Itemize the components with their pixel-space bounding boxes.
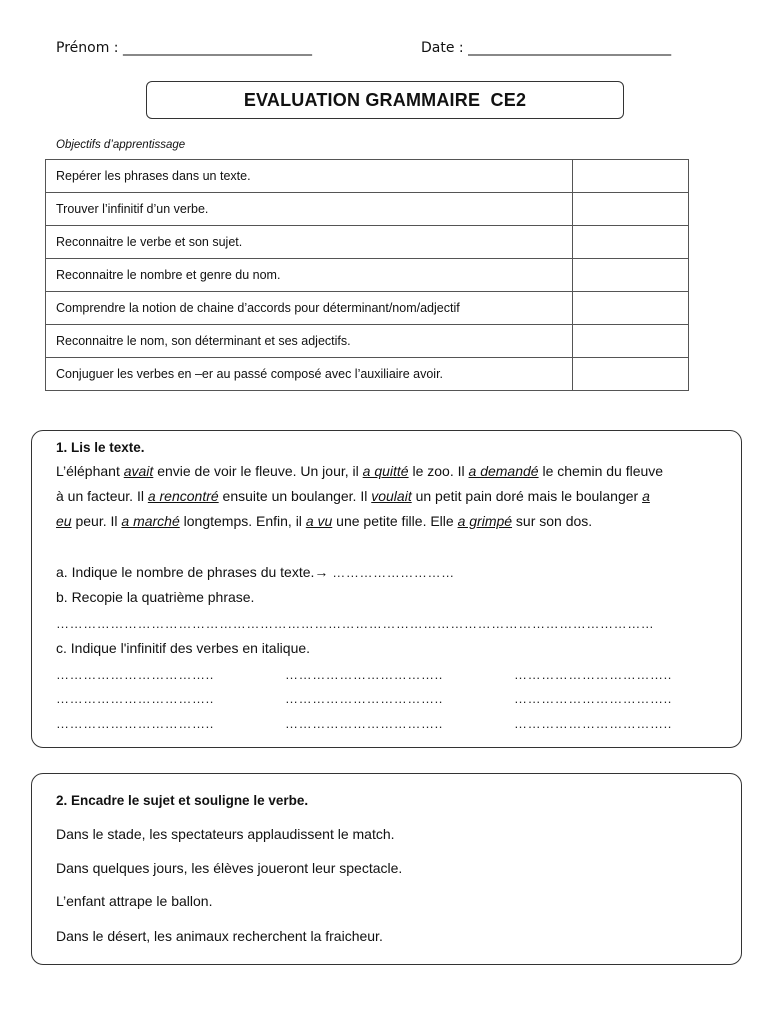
objective-label: Comprendre la notion de chaine d’accords pour déterminant/nom/adjectif	[46, 292, 573, 325]
objective-row	[46, 292, 689, 325]
question-a-text: a. Indique le nombre de phrases du texte.	[56, 564, 315, 580]
objective-label: Reconnaitre le nombre et genre du nom.	[46, 259, 573, 292]
italic-verb: a quitté	[362, 463, 409, 479]
infinitive-answer-blank[interactable]: ……………………………..	[514, 691, 673, 706]
objective-row	[46, 193, 689, 226]
infinitive-answer-blank[interactable]: ……………………………..	[56, 716, 215, 731]
text-segment: une petite fille. Elle	[332, 513, 458, 529]
italic-verb: eu	[56, 513, 72, 529]
text-segment: le chemin du fleuve	[538, 463, 664, 479]
text-segment: longtemps. Enfin, il	[179, 513, 306, 529]
objective-label: Conjuguer les verbes en –er au passé composé avec l’auxiliaire avoir.	[46, 358, 573, 391]
italic-verb: a marché	[121, 513, 180, 529]
infinitive-answer-blank[interactable]: ……………………………..	[285, 691, 444, 706]
italic-verb: a rencontré	[147, 488, 219, 504]
italic-verb: a	[642, 488, 650, 504]
infinitive-answer-blank[interactable]: ……………………………..	[285, 667, 444, 682]
objective-row	[46, 160, 689, 193]
objective-assessment-cell[interactable]	[573, 358, 689, 391]
sentence-3[interactable]: L’enfant attrape le ballon.	[56, 893, 213, 909]
date-label: Date :	[421, 40, 464, 56]
objective-assessment-cell[interactable]	[573, 193, 689, 226]
exercise-1-title-text: Lis le texte.	[71, 440, 145, 455]
exercise-1-title	[56, 440, 145, 455]
exercise-2-title	[56, 793, 308, 808]
first-name-field[interactable]	[56, 40, 312, 56]
text-line-3	[56, 513, 592, 529]
first-name-label: Prénom :	[56, 40, 119, 56]
arrow-icon: →	[314, 564, 329, 580]
italic-verb: a vu	[305, 513, 333, 529]
objective-label: Repérer les phrases dans un texte.	[46, 160, 573, 193]
answer-a-blank[interactable]: ………………………	[332, 565, 455, 580]
text-segment: un petit pain doré mais le boulanger	[411, 488, 643, 504]
infinitive-answer-blank[interactable]: ……………………………..	[56, 691, 215, 706]
text-segment: L’éléphant	[56, 463, 124, 479]
sentence-2[interactable]: Dans quelques jours, les élèves joueront leur spectacle.	[56, 860, 403, 876]
italic-verb: a grimpé	[457, 513, 513, 529]
objective-row	[46, 358, 689, 391]
italic-verb: avait	[123, 463, 154, 479]
objective-assessment-cell[interactable]	[573, 259, 689, 292]
infinitive-answer-blank[interactable]: ……………………………..	[285, 716, 444, 731]
answer-b-blank[interactable]: ……………………………………………………………………………………………………………………	[56, 616, 655, 631]
objective-label: Reconnaitre le nom, son déterminant et ses adjectifs.	[46, 325, 573, 358]
date-field[interactable]	[421, 40, 671, 56]
text-segment: envie de voir le fleuve. Un jour, il	[153, 463, 363, 479]
infinitive-answer-blank[interactable]: ……………………………..	[514, 667, 673, 682]
first-name-blank[interactable]: ___________________________	[122, 40, 312, 56]
sentence-1[interactable]: Dans le stade, les spectateurs applaudissent le match.	[56, 826, 395, 842]
objective-assessment-cell[interactable]	[573, 325, 689, 358]
text-segment: à un facteur. Il	[56, 488, 148, 504]
objectives-table	[45, 159, 689, 391]
question-a	[56, 564, 455, 580]
text-segment: peur. Il	[71, 513, 122, 529]
sentence-4[interactable]: Dans le désert, les animaux recherchent la fraicheur.	[56, 928, 383, 944]
text-segment: ensuite un boulanger. Il	[218, 488, 372, 504]
question-c: c. Indique l'infinitif des verbes en italique.	[56, 640, 311, 656]
text-line-2	[56, 488, 650, 504]
objective-assessment-cell[interactable]	[573, 292, 689, 325]
exercise-2-title-text: . Encadre le sujet et souligne le verbe.	[63, 793, 309, 808]
exercise-1-number: 1.	[56, 440, 68, 455]
date-blank[interactable]: _____________________________	[468, 40, 672, 56]
text-line-1	[56, 463, 663, 479]
objective-row	[46, 226, 689, 259]
objective-row	[46, 325, 689, 358]
objective-label: Trouver l’infinitif d’un verbe.	[46, 193, 573, 226]
objectives-caption: Objectifs d’apprentissage	[56, 139, 186, 151]
objective-row	[46, 259, 689, 292]
italic-verb: a demandé	[468, 463, 539, 479]
objective-label: Reconnaitre le verbe et son sujet.	[46, 226, 573, 259]
objective-assessment-cell[interactable]	[573, 160, 689, 193]
page-title: EVALUATION GRAMMAIRE CE2	[146, 81, 624, 119]
question-b: b. Recopie la quatrième phrase.	[56, 589, 255, 605]
italic-verb: voulait	[371, 488, 412, 504]
infinitive-answer-blank[interactable]: ……………………………..	[514, 716, 673, 731]
objective-assessment-cell[interactable]	[573, 226, 689, 259]
text-segment: sur son dos.	[512, 513, 593, 529]
exercise-2-number: 2	[56, 793, 64, 808]
text-segment: le zoo. Il	[408, 463, 469, 479]
infinitive-answer-blank[interactable]: ……………………………..	[56, 667, 215, 682]
